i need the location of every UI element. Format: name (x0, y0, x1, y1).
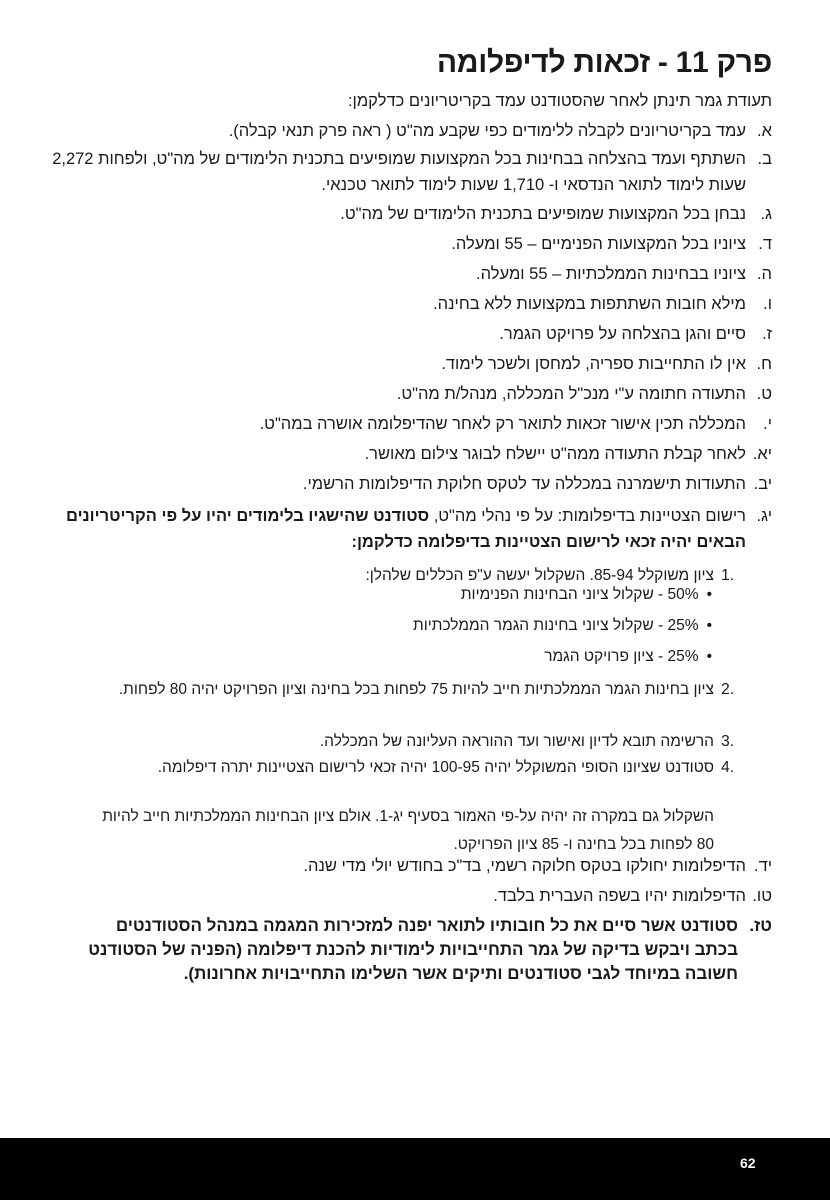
bullet-item (544, 648, 712, 666)
item-label: ב. (757, 150, 772, 168)
sub-list-item (94, 755, 734, 781)
list-item (52, 321, 772, 347)
item-label: א. (757, 122, 772, 140)
list-item (52, 411, 772, 437)
item-label: יד. (753, 857, 772, 875)
bullet-marker: • (706, 586, 712, 603)
sub-list-item (94, 729, 734, 755)
list-item (52, 118, 772, 144)
list-item-final (82, 914, 772, 986)
list-item-honors (52, 503, 772, 555)
sub-item-number: .3 (721, 733, 734, 750)
item-text (52, 503, 746, 555)
sub-list-item (94, 677, 734, 703)
item-text: לאחר קבלת התעודה ממה"ט יישלח לבוגר צילום מאושר. (364, 445, 746, 463)
bullet-text: 50% - שקלול ציוני הבחינות הפנימיות (460, 586, 699, 603)
bullet-item (461, 586, 712, 604)
list-item (52, 381, 772, 407)
list-item (52, 261, 772, 287)
list-item (52, 441, 772, 467)
list-item (52, 351, 772, 377)
item-label: טו. (752, 887, 772, 905)
page-footer (0, 1138, 830, 1200)
list-item (52, 471, 772, 497)
item-text: מילא חובות השתתפות במקצועות ללא בחינה. (433, 295, 746, 313)
bullet-marker: • (706, 617, 712, 634)
item-text: סטודנט אשר סיים את כל חובותיו לתואר יפנה למזכירות המגמה במנהל הסטודנטים בכתב ויבקש בדיקה של גמר התחייבויות לימודיות להכנת דיפלומה (הפניה של הסטודנט חשובה במיוחד לגבי סטודנטים ותיקים אשר השלימו התחייבויות אחרונות). (88, 916, 738, 983)
item-text: השתתף ועמד בהצלחה בבחינות בכל המקצועות שמופיעים בתכנית הלימודים של מה"ט, ולפחות 2,272 שעות לימוד לתואר הנדסאי ו- 1,710 שעות לימוד לתואר טכנאי. (52, 150, 746, 194)
sub-item-text: סטודנט שציונו הסופי המשוקלל יהיה 100-95 יהיה זכאי לרישום הצטיינות יתרה דיפלומה. (157, 759, 714, 776)
item-label: יב. (753, 475, 772, 493)
item-text: נבחן בכל המקצועות שמופיעים בתכנית הלימודים של מה"ט. (340, 205, 746, 223)
item-text: התעודה חתומה ע"י מנכ"ל המכללה, מנהל/ת מה"ט. (396, 385, 746, 403)
list-item (52, 883, 772, 909)
item-label: יג. (756, 507, 772, 525)
sub-item-number: .1 (721, 567, 734, 584)
intro-text: תעודת גמר תינתן לאחר שהסטודנט עמד בקריטריונים כדלקמן: (347, 92, 772, 110)
item-label: ו. (763, 295, 772, 313)
sub-item-text: ציון משוקלל 85-94. השקלול יעשה ע"פ הכללים שלהלן: (365, 567, 714, 584)
item-label: יא. (752, 445, 772, 463)
item-text: המכללה תכין אישור זכאות לתואר רק לאחר שהדיפלומה אושרה במה"ט. (259, 415, 746, 433)
sub-item-text: ציון בחינות הגמר הממלכתיות חייב להיות 75 לפחות בכל בחינה וציון הפרויקט יהיה 80 לפחות. (118, 681, 714, 698)
honors-criteria-text: סטודנט שהישגיו בלימודים יהיו על פי הקריטריונים הבאים יהיה זכאי לרישום הצטיינות בדיפלומה כדלקמן: (66, 507, 746, 551)
item-text: התעודות תישמרנה במכללה עד לטקס חלוקת הדיפלומות הרשמי. (302, 475, 746, 493)
page-number: 62 (740, 1155, 756, 1171)
list-item (52, 231, 772, 257)
list-item (52, 201, 772, 227)
item-label: י. (763, 415, 772, 433)
weighting-note: השקלול גם במקרה זה יהיה על-פי האמור בסעיף יג-1. אולם ציון הבחינות הממלכתיות חייב להיות 80 לפחות בכל בחינה ו- 85 ציון הפרויקט. (102, 808, 714, 853)
sub-item-number: .4 (721, 759, 734, 776)
sub-item-number: .2 (721, 681, 734, 698)
item-label: ח. (756, 355, 772, 373)
item-label: ט. (756, 385, 772, 403)
item-label: ה. (756, 265, 772, 283)
item-label: ד. (758, 235, 772, 253)
item-text: אין לו התחייבות ספריה, למחסן ולשכר לימוד. (441, 355, 746, 373)
item-text: הדיפלומות יחולקו בטקס חלוקה רשמי, בד"כ בחודש יולי מדי שנה. (303, 857, 746, 875)
item-text: הדיפלומות יהיו בשפה העברית בלבד. (493, 887, 746, 905)
bullet-item (413, 617, 712, 635)
item-text: ציוניו בבחינות הממלכתיות – 55 ומעלה. (476, 265, 746, 283)
item-label: ג. (760, 205, 772, 223)
sub-item-text: הרשימה תובא לדיון ואישור ועד ההוראה העליונה של המכללה. (319, 733, 714, 750)
item-text: ציוניו בכל המקצועות הפנימיים – 55 ומעלה. (451, 235, 746, 253)
item-text: סיים והגן בהצלחה על פרויקט הגמר. (499, 325, 746, 343)
item-label: ז. (762, 325, 772, 343)
list-item (52, 853, 772, 879)
honors-intro-text: רישום הצטיינות בדיפלומות: על פי נהלי מה"ט, (429, 507, 746, 525)
item-label: טז. (749, 916, 772, 935)
item-text: עמד בקריטריונים לקבלה ללימודים כפי שקבע מה"ט ( ראה פרק תנאי קבלה). (228, 122, 746, 140)
bullet-text: 25% - ציון פרויקט הגמר (544, 648, 699, 665)
list-item (52, 146, 772, 198)
list-item (52, 291, 772, 317)
bullet-text: 25% - שקלול ציוני בחינות הגמר הממלכתיות (413, 617, 699, 634)
bullet-marker: • (706, 648, 712, 665)
chapter-title: פרק 11 - זכאות לדיפלומה (436, 46, 772, 79)
